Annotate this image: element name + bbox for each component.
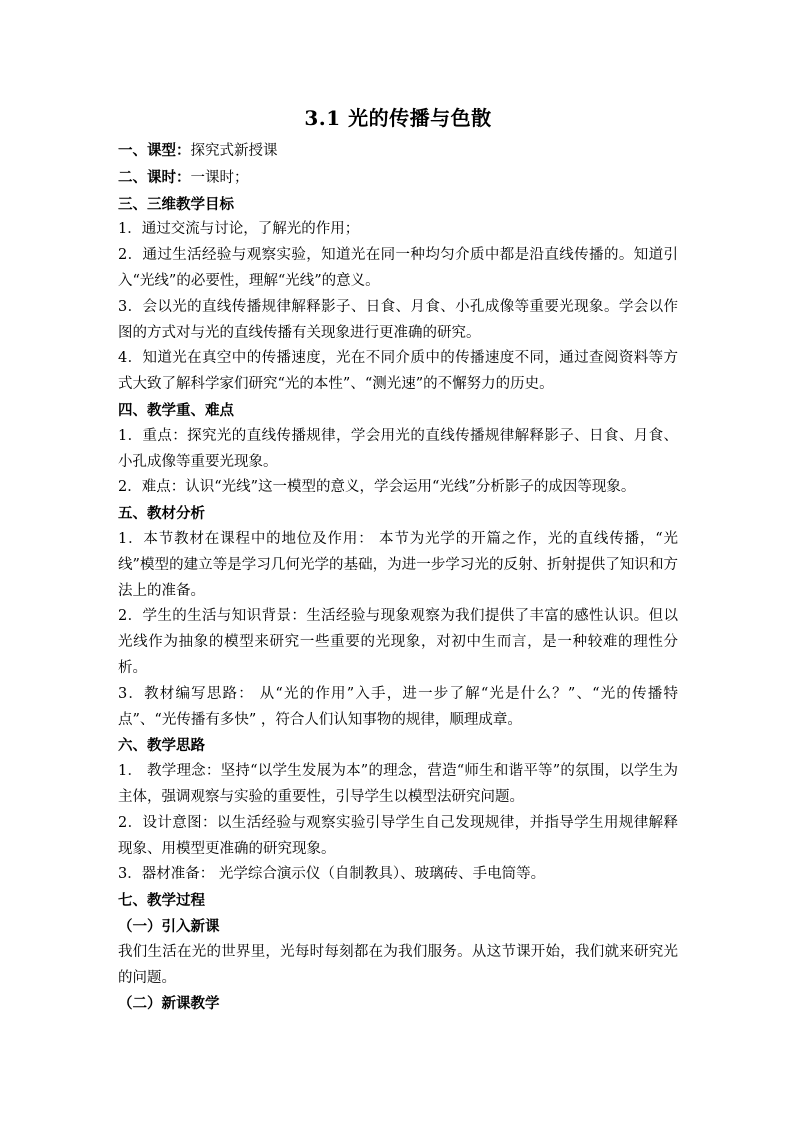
key-point-item: 2．难点：认识“光线”这一模型的意义，学会运用“光线”分析影子的成因等现象。 [118, 479, 636, 496]
section-heading-teaching-process: 七、教学过程 [118, 892, 205, 910]
approach-item: 3．器材准备： 光学综合演示仪（自制教具）、玻璃砖、手电筒等。 [118, 866, 546, 883]
analysis-item: 3．教材编写思路： 从“光的作用”入手，进一步了解“光是什么？”、“光的传播特点”、“光传播有多快” ，符合人们认知事物的规律，顺理成章。 [118, 685, 678, 728]
objective-item: 4．知道光在真空中的传播速度，光在不同介质中的传播速度不同，通过查阅资料等方式大致了解科学家们研究“光的本性”、“测光速”的不懈努力的历史。 [118, 350, 678, 393]
document-content [118, 104, 678, 1017]
lesson-type-label: 一、课型： [118, 142, 191, 159]
analysis-item: 2．学生的生活与知识背景：生活经验与现象观察为我们提供了丰富的感性认识。但以光线作为抽象的模型来研究一些重要的光现象，对初中生而言，是一种较难的理性分析。 [118, 608, 678, 676]
class-hours-value: 一课时； [190, 169, 249, 186]
section-heading-teaching-approach: 六、教学思路 [118, 737, 205, 755]
approach-item: 1． 教学理念：坚持“以学生发展为本”的理念，营造“师生和谐平等”的氛围，以学生为主体，强调观察与实验的重要性，引导学生以模型法研究问题。 [118, 763, 678, 805]
section-heading-material-analysis: 五、教材分析 [118, 505, 205, 523]
lesson-type-value: 探究式新授课 [190, 143, 278, 159]
key-point-item: 1．重点：探究光的直线传播规律，学会用光的直线传播规律解释影子、日食、月食、小孔成像等重要光现象。 [118, 427, 678, 470]
objective-item: 1．通过交流与讨论，了解光的作用； [118, 221, 360, 238]
section-heading-objectives: 三、三维教学目标 [118, 195, 234, 213]
objective-item: 2．通过生活经验与观察实验，知道光在同一种均匀介质中都是沿直线传播的。知道引入“光线”的必要性，理解“光线”的意义。 [118, 247, 678, 289]
subsection-heading-intro: （一）引入新课 [118, 917, 220, 935]
class-hours-line [118, 165, 678, 192]
analysis-item: 1．本节教材在课程中的地位及作用： 本节为光学的开篇之作，光的直线传播，“光线”模型的建立等是学习几何光学的基础，为进一步学习光的反射、折射提供了知识和方法上的准备。 [118, 530, 678, 599]
class-hours-label: 二、课时： [118, 168, 191, 186]
objective-item: 3．会以光的直线传播规律解释影子、日食、月食、小孔成像等重要光现象。学会以作图的方式对与光的直线传播有关现象进行更准确的研究。 [118, 298, 678, 341]
intro-paragraph: 我们生活在光的世界里，光每时每刻都在为我们服务。从这节课开始，我们就来研究光的问题。 [118, 943, 678, 986]
lesson-type-line [118, 138, 678, 165]
approach-item: 2．设计意图：以生活经验与观察实验引导学生自己发现规律，并指导学生用规律解释现象、用模型更准确的研究现象。 [118, 814, 678, 857]
document-title: 3.1 光的传播与色散 [304, 106, 492, 130]
section-heading-key-points: 四、教学重、难点 [118, 401, 234, 419]
subsection-heading-new-lesson: （二）新课教学 [118, 995, 220, 1013]
